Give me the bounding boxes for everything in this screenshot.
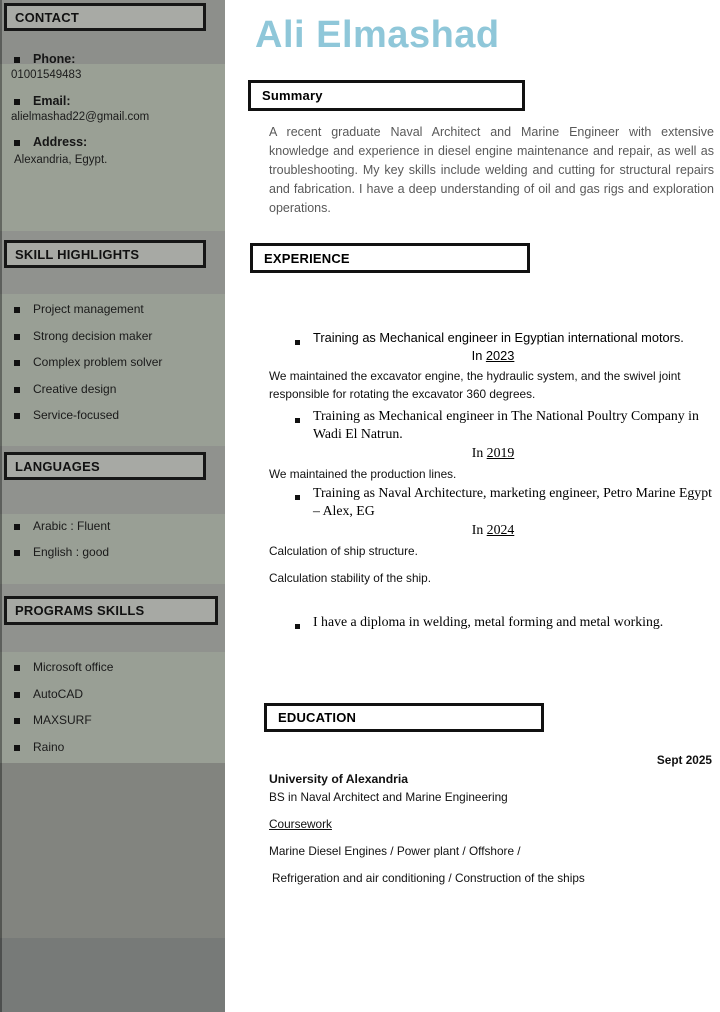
bullet-icon: [14, 692, 20, 698]
summary-title: Summary: [262, 88, 323, 103]
experience-entry-date: In 2023: [471, 348, 515, 363]
education-title: EDUCATION: [278, 710, 357, 725]
bullet-icon: [14, 140, 20, 146]
experience-entry-description: We maintained the excavator engine, the hydraulic system, and the swivel joint responsible for rotating the excavator 360 degrees.: [269, 369, 681, 401]
skill-item: Strong decision maker: [14, 329, 152, 343]
contact-phone-label: Phone:: [14, 52, 75, 66]
education-section-header: [264, 703, 544, 732]
program-item: Raino: [14, 740, 64, 754]
experience-entry-date: In 2024: [471, 522, 515, 537]
education-date: Sept 2025: [656, 753, 712, 767]
education-coursework-line: Marine Diesel Engines / Power plant / Offshore /: [269, 844, 521, 858]
contact-email-label: Email:: [14, 94, 71, 108]
skill-item: Complex problem solver: [14, 355, 162, 369]
bullet-icon: [295, 418, 300, 423]
experience-section-header: [250, 243, 530, 273]
bullet-icon: [14, 99, 20, 105]
experience-entry-description: Calculation stability of the ship.: [269, 571, 431, 585]
diploma-text: I have a diploma in welding, metal forming and metal working.: [269, 613, 717, 631]
skills-title: SKILL HIGHLIGHTS: [15, 246, 140, 262]
bullet-icon: [14, 387, 20, 393]
education-degree: BS in Naval Architect and Marine Engineering: [269, 790, 508, 804]
experience-entry: [269, 484, 717, 587]
experience-entry: [269, 407, 717, 483]
experience-year: 2023: [485, 348, 515, 363]
main-content: [225, 0, 720, 1012]
skill-item: Creative design: [14, 382, 116, 396]
skills-section-header: [4, 240, 206, 268]
experience-entry-title: Training as Mechanical engineer in The National Poultry Company in Wadi El Natrun.: [269, 407, 717, 443]
page-title: Ali Elmashad: [255, 14, 500, 56]
skill-item: Service-focused: [14, 408, 119, 422]
experience-title: EXPERIENCE: [264, 250, 350, 266]
education-coursework-label: Coursework: [269, 817, 332, 831]
bullet-icon: [14, 334, 20, 340]
bullet-icon: [14, 745, 20, 751]
experience-entry: [269, 329, 717, 403]
contact-email-value: alielmashad22@gmail.com: [11, 111, 150, 123]
contact-address-label: Address:: [14, 135, 87, 149]
experience-entry-description: We maintained the production lines.: [269, 467, 457, 481]
bullet-icon: [14, 718, 20, 724]
contact-phone-value: 01001549483: [11, 69, 82, 81]
bullet-icon: [295, 624, 300, 629]
education-coursework-line: Refrigeration and air conditioning / Construction of the ships: [272, 871, 585, 885]
skill-item: Project management: [14, 302, 144, 316]
experience-entry-title: Training as Mechanical engineer in Egyptian international motors.: [269, 329, 717, 346]
bullet-icon: [14, 550, 20, 556]
bullet-icon: [14, 413, 20, 419]
experience-year: 2024: [486, 522, 515, 537]
diploma-entry: [269, 613, 717, 631]
experience-year: 2019: [486, 445, 515, 460]
bullet-icon: [14, 360, 20, 366]
program-item: AutoCAD: [14, 687, 83, 701]
bullet-icon: [14, 524, 20, 530]
education-school: University of Alexandria: [269, 772, 409, 786]
bullet-icon: [14, 57, 20, 63]
experience-entry-date: In 2019: [471, 445, 515, 460]
contact-section-header: [4, 3, 206, 31]
language-item: Arabic : Fluent: [14, 519, 110, 533]
bullet-icon: [295, 340, 300, 345]
bullet-icon: [295, 495, 300, 500]
contact-title: CONTACT: [15, 9, 79, 25]
experience-entry-title: Training as Naval Architecture, marketing engineer, Petro Marine Egypt – Alex, EG: [269, 484, 717, 520]
language-item: English : good: [14, 545, 109, 559]
summary-section-header: [248, 80, 525, 111]
program-item: Microsoft office: [14, 660, 113, 674]
experience-entry-description: Calculation of ship structure.: [269, 544, 418, 558]
languages-section-header: [4, 452, 206, 480]
bullet-icon: [14, 665, 20, 671]
programs-section-header: [4, 596, 218, 625]
languages-title: LANGUAGES: [15, 458, 100, 474]
summary-paragraph: A recent graduate Naval Architect and Marine Engineer with extensive knowledge and experience in diesel engine maintenance and repair, as well as troubleshooting. My key skills include welding and cutting for structural repairs and fabrication. I have a deep understanding of oil and gas rigs and exploration operations.: [269, 125, 714, 215]
programs-title: PROGRAMS SKILLS: [15, 603, 145, 618]
bullet-icon: [14, 307, 20, 313]
sidebar: [0, 0, 225, 1012]
contact-address-value: Alexandria, Egypt.: [14, 154, 108, 166]
program-item: MAXSURF: [14, 713, 92, 727]
